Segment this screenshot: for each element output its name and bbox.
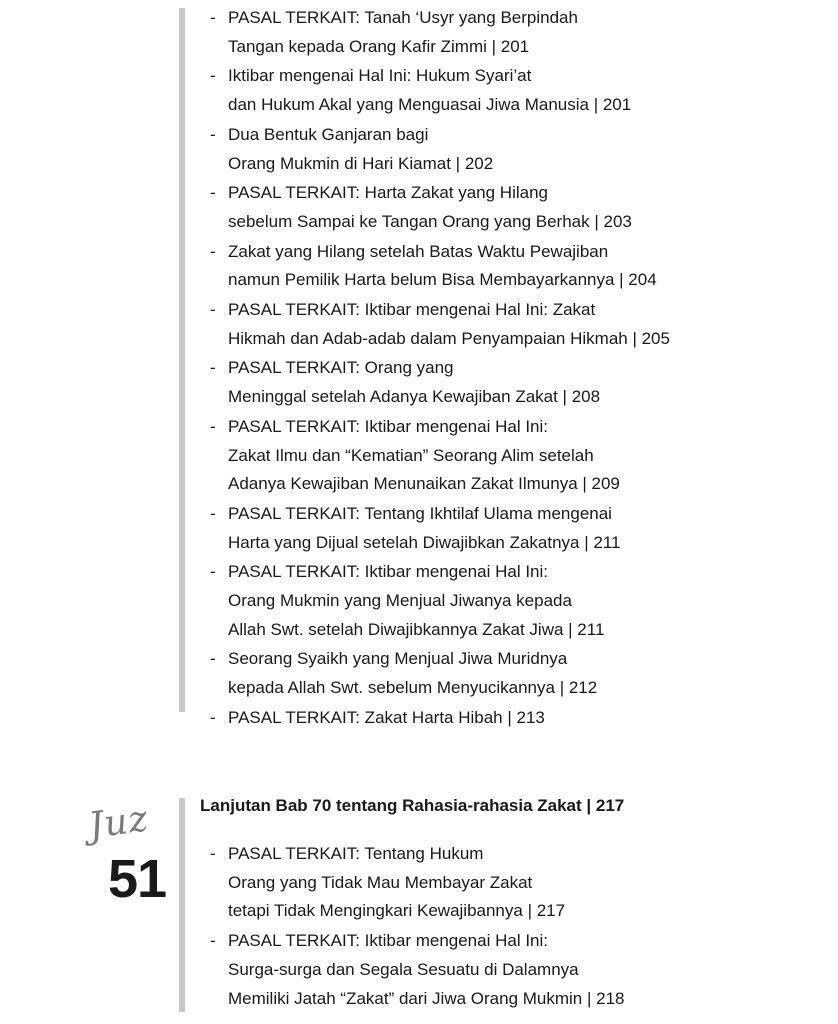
dash-marker: - <box>210 358 216 378</box>
toc-entry-line: PASAL TERKAIT: Tentang Hukum <box>228 844 484 863</box>
toc-entry <box>210 238 670 295</box>
dash-marker: - <box>210 844 216 863</box>
toc-entry-line: Allah Swt. setelah Diwajibkannya Zakat Jiwa | 211 <box>228 619 605 639</box>
toc-entry <box>210 840 625 926</box>
toc-entry <box>210 4 670 61</box>
toc-entry-line: sebelum Sampai ke Tangan Orang yang Berhak | 203 <box>228 211 632 231</box>
dash-marker: - <box>210 300 216 320</box>
dash-marker: - <box>210 124 216 144</box>
toc-entry-line: Iktibar mengenai Hal Ini: Hukum Syari’at <box>228 66 532 86</box>
toc-entry-line: Zakat yang Hilang setelah Batas Waktu Pewajiban <box>228 241 609 261</box>
toc-entry-line: PASAL TERKAIT: Iktibar mengenai Hal Ini: <box>228 416 548 436</box>
toc-entry <box>210 704 670 733</box>
section-divider-bar-bottom <box>179 798 185 1012</box>
toc-entry <box>210 296 670 353</box>
dash-marker: - <box>210 241 216 261</box>
toc-entry <box>210 645 670 702</box>
toc-entry-line: PASAL TERKAIT: Tentang Ikhtilaf Ulama mengenai <box>228 503 612 523</box>
dash-marker: - <box>210 66 216 86</box>
toc-entry-line: PASAL TERKAIT: Iktibar mengenai Hal Ini: Zakat <box>228 300 596 320</box>
dash-marker: - <box>210 649 216 669</box>
toc-entry-line: PASAL TERKAIT: Tanah ‘Usyr yang Berpindah <box>228 8 578 27</box>
toc-entry-line: Orang Mukmin yang Menjual Jiwanya kepada <box>228 591 572 611</box>
dash-marker: - <box>210 8 216 27</box>
toc-entry <box>210 121 670 178</box>
toc-entry-line: Hikmah dan Adab-adab dalam Penyampaian Hikmah | 205 <box>228 328 670 348</box>
toc-entry-line: Meninggal setelah Adanya Kewajiban Zakat | 208 <box>228 387 601 407</box>
toc-entry <box>210 354 670 411</box>
toc-entry <box>210 413 670 499</box>
toc-entry-line: tetapi Tidak Mengingkari Kewajibannya | 217 <box>228 901 566 921</box>
juz-number: 51 <box>108 849 167 909</box>
toc-entry-line: Tangan kepada Orang Kafir Zimmi | 201 <box>228 36 530 56</box>
toc-list-bottom <box>210 840 625 1014</box>
dash-marker: - <box>210 183 216 203</box>
toc-entry-line: PASAL TERKAIT: Orang yang <box>228 358 454 378</box>
toc-entry <box>210 500 670 557</box>
toc-entry <box>210 558 670 644</box>
toc-entry-line: Surga-surga dan Segala Sesuatu di Dalamnya <box>228 959 579 979</box>
dash-marker: - <box>210 931 216 951</box>
toc-entry-line: Harta yang Dijual setelah Diwajibkan Zakatnya | 211 <box>228 532 621 552</box>
chapter-title: Lanjutan Bab 70 tentang Rahasia-rahasia Zakat | 217 <box>200 796 625 815</box>
dash-marker: - <box>210 562 216 582</box>
toc-entry-line: Adanya Kewajiban Menunaikan Zakat Ilmunya | 209 <box>228 474 620 494</box>
toc-entry-line: PASAL TERKAIT: Iktibar mengenai Hal Ini: <box>228 931 548 951</box>
toc-list-top <box>210 4 670 734</box>
toc-entry <box>210 62 670 119</box>
toc-entry-line: namun Pemilik Harta belum Bisa Membayarkannya | 204 <box>228 270 657 290</box>
toc-entry-line: Memiliki Jatah “Zakat” dari Jiwa Orang Mukmin | 218 <box>228 988 625 1008</box>
juz-label: Juz <box>86 798 152 847</box>
toc-entry-line: PASAL TERKAIT: Zakat Harta Hibah | 213 <box>228 707 545 727</box>
dash-marker: - <box>210 503 216 523</box>
toc-entry-line: Zakat Ilmu dan “Kematian” Seorang Alim setelah <box>228 445 594 465</box>
toc-entry-line: PASAL TERKAIT: Iktibar mengenai Hal Ini: <box>228 562 548 582</box>
toc-entry-line: Dua Bentuk Ganjaran bagi <box>228 124 429 144</box>
toc-entry <box>210 927 625 1013</box>
toc-entry-line: Orang yang Tidak Mau Membayar Zakat <box>228 872 533 892</box>
toc-entry-line: dan Hukum Akal yang Menguasai Jiwa Manusia | 201 <box>228 95 632 115</box>
section-divider-bar-top <box>179 8 185 712</box>
dash-marker: - <box>210 416 216 436</box>
toc-entry-line: PASAL TERKAIT: Harta Zakat yang Hilang <box>228 183 548 203</box>
dash-marker: - <box>210 707 216 727</box>
toc-entry-line: Seorang Syaikh yang Menjual Jiwa Muridnya <box>228 649 568 669</box>
toc-entry-line: Orang Mukmin di Hari Kiamat | 202 <box>228 153 494 173</box>
toc-entry <box>210 179 670 236</box>
toc-entry-line: kepada Allah Swt. sebelum Menyucikannya | 212 <box>228 678 598 698</box>
